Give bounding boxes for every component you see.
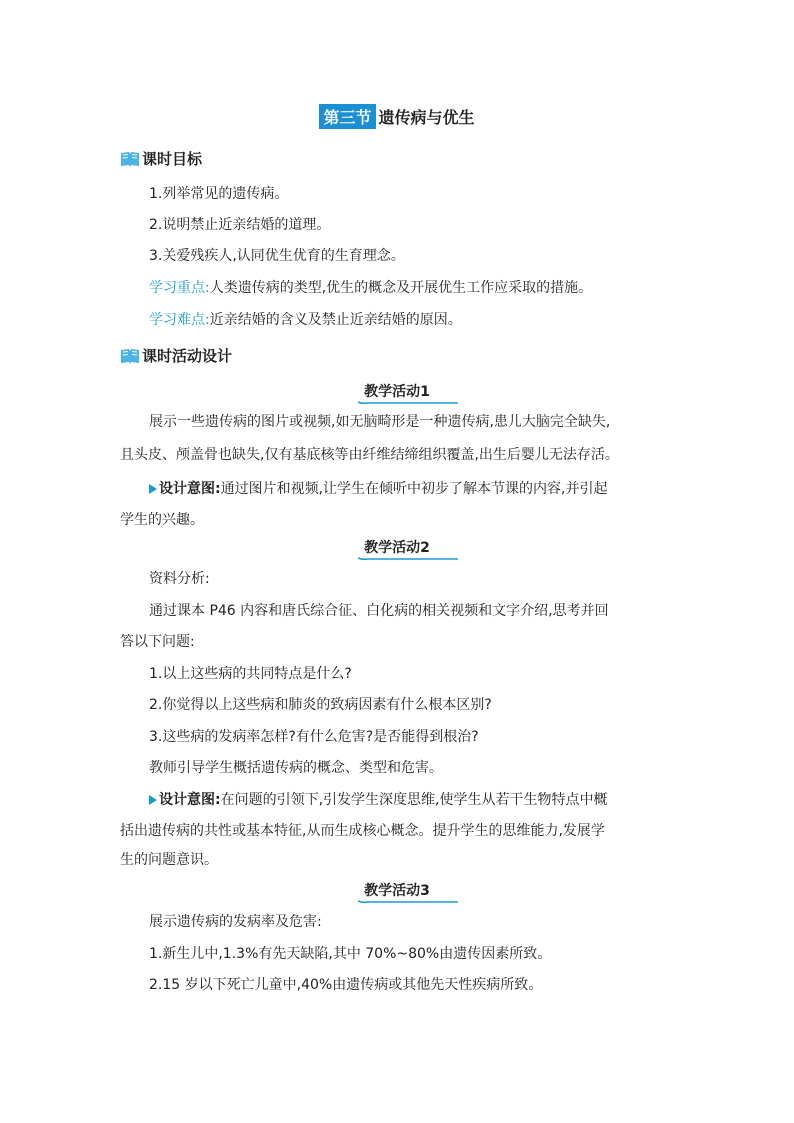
objective-item: 2.说明禁止近亲结婚的道理。 <box>149 217 331 233</box>
design-intent-text: 通过图片和视频,让学生在倾听中初步了解本节课的内容,并引起 <box>220 481 608 497</box>
activity-1-title <box>0 381 794 405</box>
paragraph-line: 学生的兴趣。 <box>120 512 204 528</box>
activity-2-title <box>0 537 794 561</box>
difficulty-label: 学习难点: <box>149 312 210 328</box>
paragraph-line: 展示一些遗传病的图片或视频,如无脑畸形是一种遗传病,患儿大脑完全缺失, <box>149 414 611 430</box>
paragraph-line: 通过课本 P46 内容和唐氏综合征、白化病的相关视频和文字介绍,思考并回 <box>149 603 609 619</box>
difficulty-line <box>149 310 462 330</box>
activity-3-title <box>0 880 794 904</box>
statistic-item: 2.15 岁以下死亡儿童中,40%由遗传病或其他先天性疾病所致。 <box>149 977 543 993</box>
objectives-heading-text: 课时目标 <box>142 150 203 168</box>
question-item: 2.你觉得以上这些病和肺炎的致病因素有什么根本区别? <box>149 697 492 713</box>
triangle-marker-icon <box>149 795 157 805</box>
book-icon <box>120 150 140 168</box>
design-intent-text: 在问题的引领下,引发学生深度思维,使学生从若干生物特点中概 <box>220 792 608 808</box>
question-item: 3.这些病的发病率怎样?有什么危害?是否能得到根治? <box>149 729 479 745</box>
book-icon <box>120 347 140 365</box>
design-heading-text: 课时活动设计 <box>142 347 233 365</box>
objectives-heading <box>120 148 202 170</box>
activity-title-text: 教学活动3 <box>364 883 430 899</box>
objective-item: 3.关爱残疾人,认同优生优育的生育理念。 <box>149 248 405 264</box>
paragraph-line: 括出遗传病的共性或基本特征,从而生成核心概念。提升学生的思维能力,发展学 <box>120 823 605 839</box>
design-intent-label: 设计意图: <box>159 481 221 497</box>
statistic-item: 1.新生儿中,1.3%有先天缺陷,其中 70%~80%由遗传因素所致。 <box>149 946 552 962</box>
activity-title-text: 教学活动1 <box>364 384 430 400</box>
design-intent-line <box>149 790 608 810</box>
paragraph-line: 展示遗传病的发病率及危害: <box>149 914 322 930</box>
key-point-text: 人类遗传病的类型,优生的概念及开展优生工作应采取的措施。 <box>209 280 593 296</box>
title-underline <box>358 899 458 904</box>
lesson-title <box>0 104 794 129</box>
triangle-marker-icon <box>149 484 157 494</box>
title-underline <box>358 400 458 405</box>
difficulty-text: 近亲结婚的含义及禁止近亲结婚的原因。 <box>209 312 462 328</box>
paragraph-line: 生的问题意识。 <box>120 852 218 868</box>
paragraph-line: 且头皮、颅盖骨也缺失,仅有基底核等由纤维结缔组织覆盖,出生后婴儿无法存活。 <box>120 447 619 463</box>
title-underline <box>358 556 458 561</box>
key-point-label: 学习重点: <box>149 280 210 296</box>
paragraph-line: 资料分析: <box>149 571 210 587</box>
lesson-title-text: 遗传病与优生 <box>378 108 475 127</box>
design-intent-label: 设计意图: <box>159 792 221 808</box>
objective-item: 1.列举常见的遗传病。 <box>149 186 289 202</box>
design-intent-line <box>149 479 608 499</box>
section-badge: 第三节 <box>319 104 375 129</box>
paragraph-line: 教师引导学生概括遗传病的概念、类型和危害。 <box>149 760 443 776</box>
activity-title-text: 教学活动2 <box>364 540 430 556</box>
key-point-line <box>149 278 592 298</box>
question-item: 1.以上这些病的共同特点是什么? <box>149 666 352 682</box>
design-heading <box>120 345 232 367</box>
paragraph-line: 答以下问题: <box>120 634 195 650</box>
